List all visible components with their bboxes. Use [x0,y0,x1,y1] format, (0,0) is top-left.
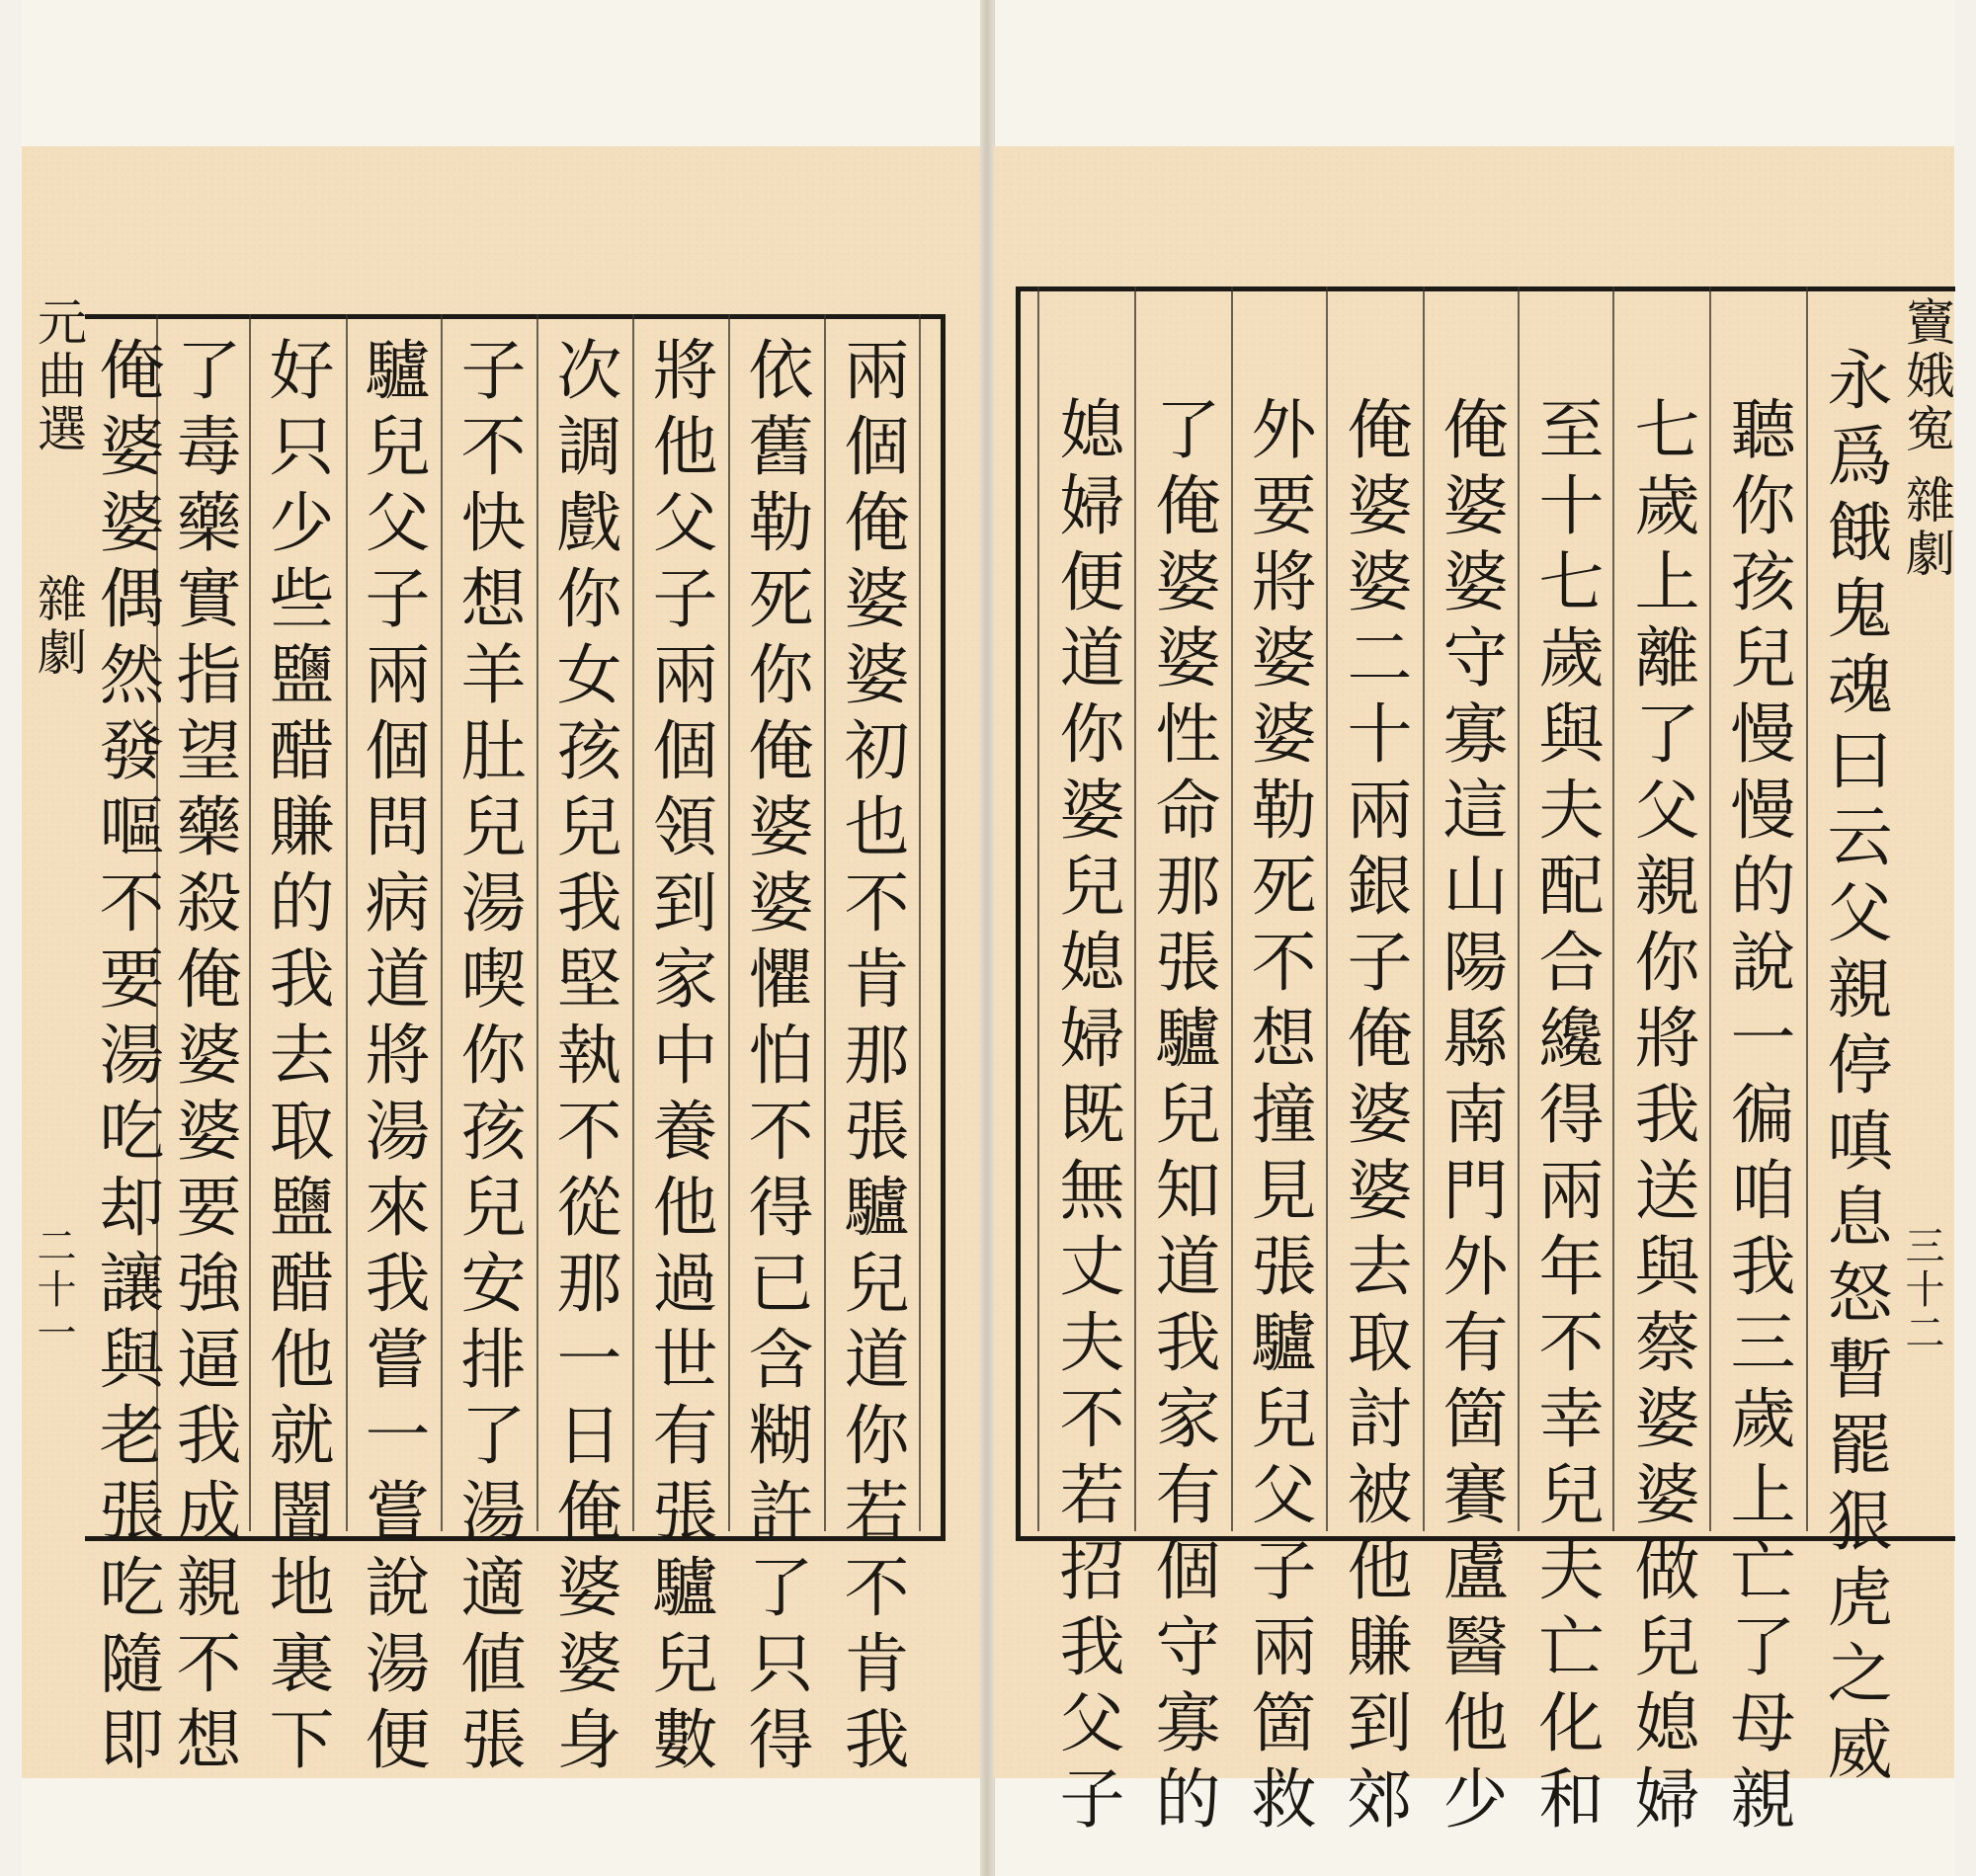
text-column: 聽你孩兒慢慢的說一徧咱我三歲上亡了母親 [1719,395,1795,1840]
column-rule [632,314,634,1531]
text-column: 媳婦便道你婆兒媳婦既無丈夫不若招我父子 [1048,395,1124,1840]
column-rule [441,314,443,1531]
column-rule [1134,286,1136,1531]
text-column: 兩個俺婆婆初也不肯那張驢兒道你若不肯我 [833,336,909,1781]
column-rule [346,314,348,1531]
text-column: 七歲上離了父親你將我送與蔡婆婆做兒媳婦 [1623,395,1699,1840]
column-rule [1612,286,1614,1531]
text-column: 了毒藥實指望藥殺俺婆婆要強逼我成親不想 [165,336,241,1781]
text-column: 好只少些鹽醋賺的我去取鹽醋他就闇地裏下 [258,336,334,1781]
play-title: 竇娥寃 [1898,296,1955,456]
column-rule [824,314,826,1531]
margin-section: 雜劇 [30,573,87,680]
column-rule [728,314,730,1531]
book-gutter [980,0,994,1876]
text-column: 將他父子兩個領到家中養他過世有張驢兒數 [641,336,717,1781]
column-rule [1231,286,1233,1531]
column-rule [536,314,538,1531]
text-column: 俺婆婆守寡這山陽縣南門外有箇賽盧醫他少 [1432,395,1508,1840]
text-column: 子不快想羊肚兒湯喫你孩兒安排了湯適値張 [450,336,526,1781]
column-rule [1326,286,1328,1531]
text-column: 驢兒父子兩個問病道將湯來我嘗一嘗說湯便 [354,336,430,1781]
text-column: 外要將婆婆勒死不想撞見張驢兒父子兩箇救 [1240,395,1316,1840]
text-column: 俺婆婆偶然發嘔不要湯吃却讓與老張吃隨即 [88,336,164,1781]
column-rule [1037,286,1039,1531]
left-leaf-number: 二十一 [31,1225,76,1355]
column-rule [919,314,921,1531]
column-rule [1806,286,1808,1531]
column-rule [1423,286,1425,1531]
text-column: 次調戲你女孩兒我堅執不從那一日俺婆婆身 [545,336,621,1781]
text-column: 永爲餓鬼魂曰云父親停嗔息怒暫罷狠虎之威 [1816,346,1892,1791]
column-rule [1518,286,1520,1531]
margin-title: 元曲選 [30,296,87,456]
text-column: 俺婆婆二十兩銀子俺婆婆去取討被他賺到郊 [1336,395,1412,1840]
column-rule [249,314,251,1531]
column-rule [1709,286,1711,1531]
text-column: 依舊勒死你俺婆婆懼怕不得已含糊許了只得 [737,336,813,1781]
play-genre: 雜劇 [1898,474,1955,581]
leaf-number: 三十二 [1899,1225,1944,1355]
text-column: 了俺婆婆性命那張驢兒知道我家有個守寡的 [1144,395,1220,1840]
text-column: 至十七歲與夫配合纔得兩年不幸兒夫亡化和 [1527,395,1604,1840]
